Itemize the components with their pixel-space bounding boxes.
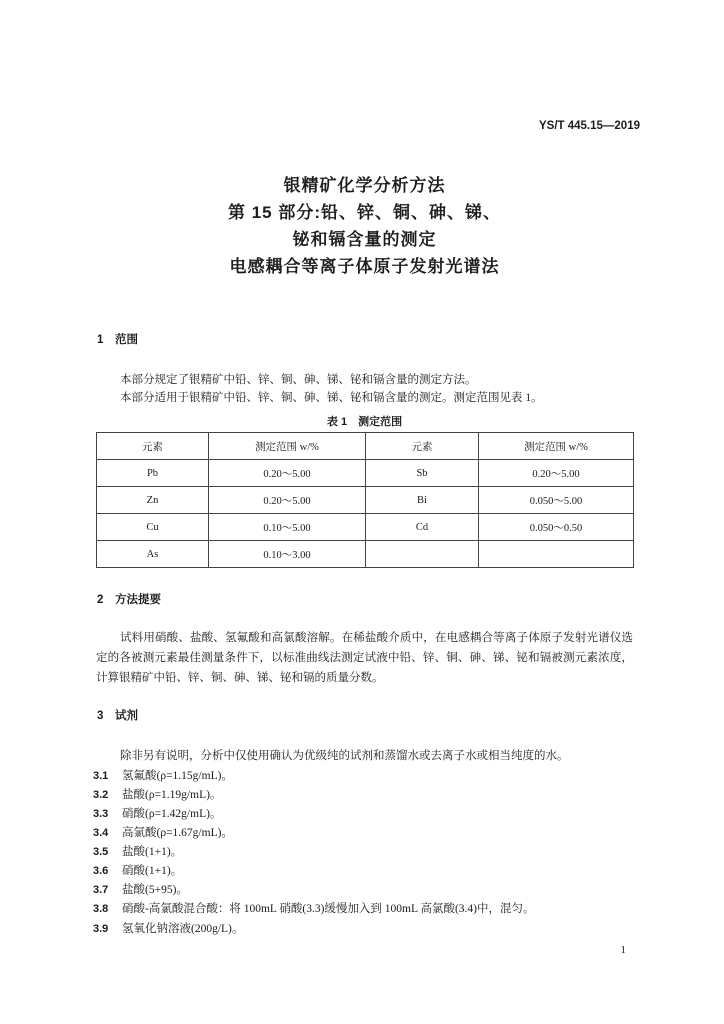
- list-item: [93, 805, 633, 824]
- list-item: [93, 767, 633, 786]
- table-row: [97, 514, 634, 541]
- table-cell: 0.050～5.00: [479, 487, 634, 514]
- list-item: [93, 862, 633, 881]
- table-header-cell: 测定范围 w/%: [479, 433, 634, 460]
- table-header-cell: 元素: [366, 433, 479, 460]
- list-item-text: 盐酸(1+1)。: [122, 846, 183, 858]
- table-cell: Bi: [366, 487, 479, 514]
- section-heading-reagents: [97, 706, 138, 726]
- table-cell: Cu: [97, 514, 209, 541]
- list-item-text: 盐酸(5+95)。: [122, 884, 188, 897]
- table-cell: Cd: [366, 514, 479, 541]
- title-line: 电感耦合等离子体原子发射光谱法: [229, 256, 500, 276]
- list-item-text: 氢氧化钠溶液(200g/L)。: [122, 922, 244, 935]
- list-item-number: 3.7: [93, 884, 109, 897]
- table-cell: 0.10～5.00: [209, 514, 366, 541]
- title-line: 铋和镉含量的测定: [292, 229, 437, 249]
- reagent-list: [93, 767, 633, 939]
- table-cell: Sb: [366, 460, 479, 487]
- standard-code: YS/T 445.15—2019: [538, 120, 640, 132]
- table-row: [97, 541, 634, 568]
- section-number: 1: [97, 334, 104, 346]
- list-item-text: 硝酸(1+1)。: [122, 865, 183, 878]
- list-item-number: 3.8: [93, 903, 109, 916]
- list-item: [93, 881, 633, 900]
- table-cell: As: [97, 541, 209, 568]
- table-header-cell: 元素: [97, 433, 209, 460]
- table-cell: [479, 541, 634, 568]
- document-title: [96, 172, 633, 280]
- paragraph: 试料用硝酸、盐酸、氢氟酸和高氯酸溶解。在稀盐酸介质中，在电感耦合等离子体原子发射光谱仪选定的各被测元素最佳测量条件下，以标准曲线法测定试液中铅、锌、铜、砷、锑、铋和镉被测元素浓度，计算银精矿中铅、锌、铜、砷、锑、铋和镉的质量分数。: [96, 632, 633, 684]
- table-cell: 0.10～3.00: [209, 541, 366, 568]
- list-item-number: 3.4: [93, 826, 109, 839]
- table-cell: 0.20～5.00: [209, 487, 366, 514]
- method-paragraphs: [96, 628, 633, 688]
- list-item: [93, 824, 633, 843]
- list-item-text: 氢氟酸(ρ=1.15g/mL)。: [122, 769, 233, 782]
- range-table: [96, 432, 634, 568]
- scope-paragraphs: [96, 371, 633, 407]
- section-title: 试剂: [115, 710, 138, 722]
- table-cell: 0.20～5.00: [209, 460, 366, 487]
- list-item-number: 3.3: [93, 807, 109, 820]
- section-heading-scope: [97, 330, 138, 350]
- paragraph: 本部分适用于银精矿中铅、锌、铜、砷、锑、铋和镉含量的测定。测定范围见表 1。: [120, 392, 543, 404]
- list-item-text: 盐酸(ρ=1.19g/mL)。: [122, 788, 222, 801]
- section-title: 范围: [115, 334, 138, 346]
- table-row: [97, 487, 634, 514]
- list-item-number: 3.2: [93, 788, 109, 801]
- table-cell: 0.20～5.00: [479, 460, 634, 487]
- table-cell: Pb: [97, 460, 209, 487]
- section-heading-method: [97, 590, 161, 610]
- list-item: [93, 843, 633, 862]
- table-header-cell: 测定范围 w/%: [209, 433, 366, 460]
- page-number: 1: [620, 944, 626, 956]
- list-item-number: 3.9: [93, 922, 109, 935]
- table-caption: 表 1 测定范围: [326, 416, 403, 428]
- list-item-text: 硝酸-高氯酸混合酸：将 100mL 硝酸(3.3)缓慢加入到 100mL 高氯酸(3.4)中，混匀。: [122, 903, 535, 916]
- section-title: 方法提要: [115, 594, 161, 606]
- section-number: 2: [97, 594, 104, 606]
- title-line: 第 15 部分:铅、锌、铜、砷、锑、: [227, 202, 502, 222]
- list-item-number: 3.5: [93, 846, 109, 858]
- list-item-number: 3.1: [93, 769, 109, 782]
- table-cell: Zn: [97, 487, 209, 514]
- list-item: [93, 920, 633, 939]
- table-row: [97, 460, 634, 487]
- table-cell: [366, 541, 479, 568]
- list-item-text: 硝酸(ρ=1.42g/mL)。: [122, 807, 222, 820]
- paragraph: 除非另有说明，分析中仅使用确认为优级纯的试剂和蒸馏水或去离子水或相当纯度的水。: [120, 749, 569, 762]
- table-cell: 0.050～0.50: [479, 514, 634, 541]
- reagents-intro: [96, 747, 633, 766]
- title-line: 银精矿化学分析方法: [283, 175, 446, 195]
- list-item-number: 3.6: [93, 865, 109, 878]
- paragraph: 本部分规定了银精矿中铅、锌、铜、砷、锑、铋和镉含量的测定方法。: [120, 374, 477, 386]
- table-header-row: [97, 433, 634, 460]
- list-item: [93, 900, 633, 919]
- list-item: [93, 786, 633, 805]
- list-item-text: 高氯酸(ρ=1.67g/mL)。: [122, 826, 233, 839]
- section-number: 3: [97, 710, 104, 722]
